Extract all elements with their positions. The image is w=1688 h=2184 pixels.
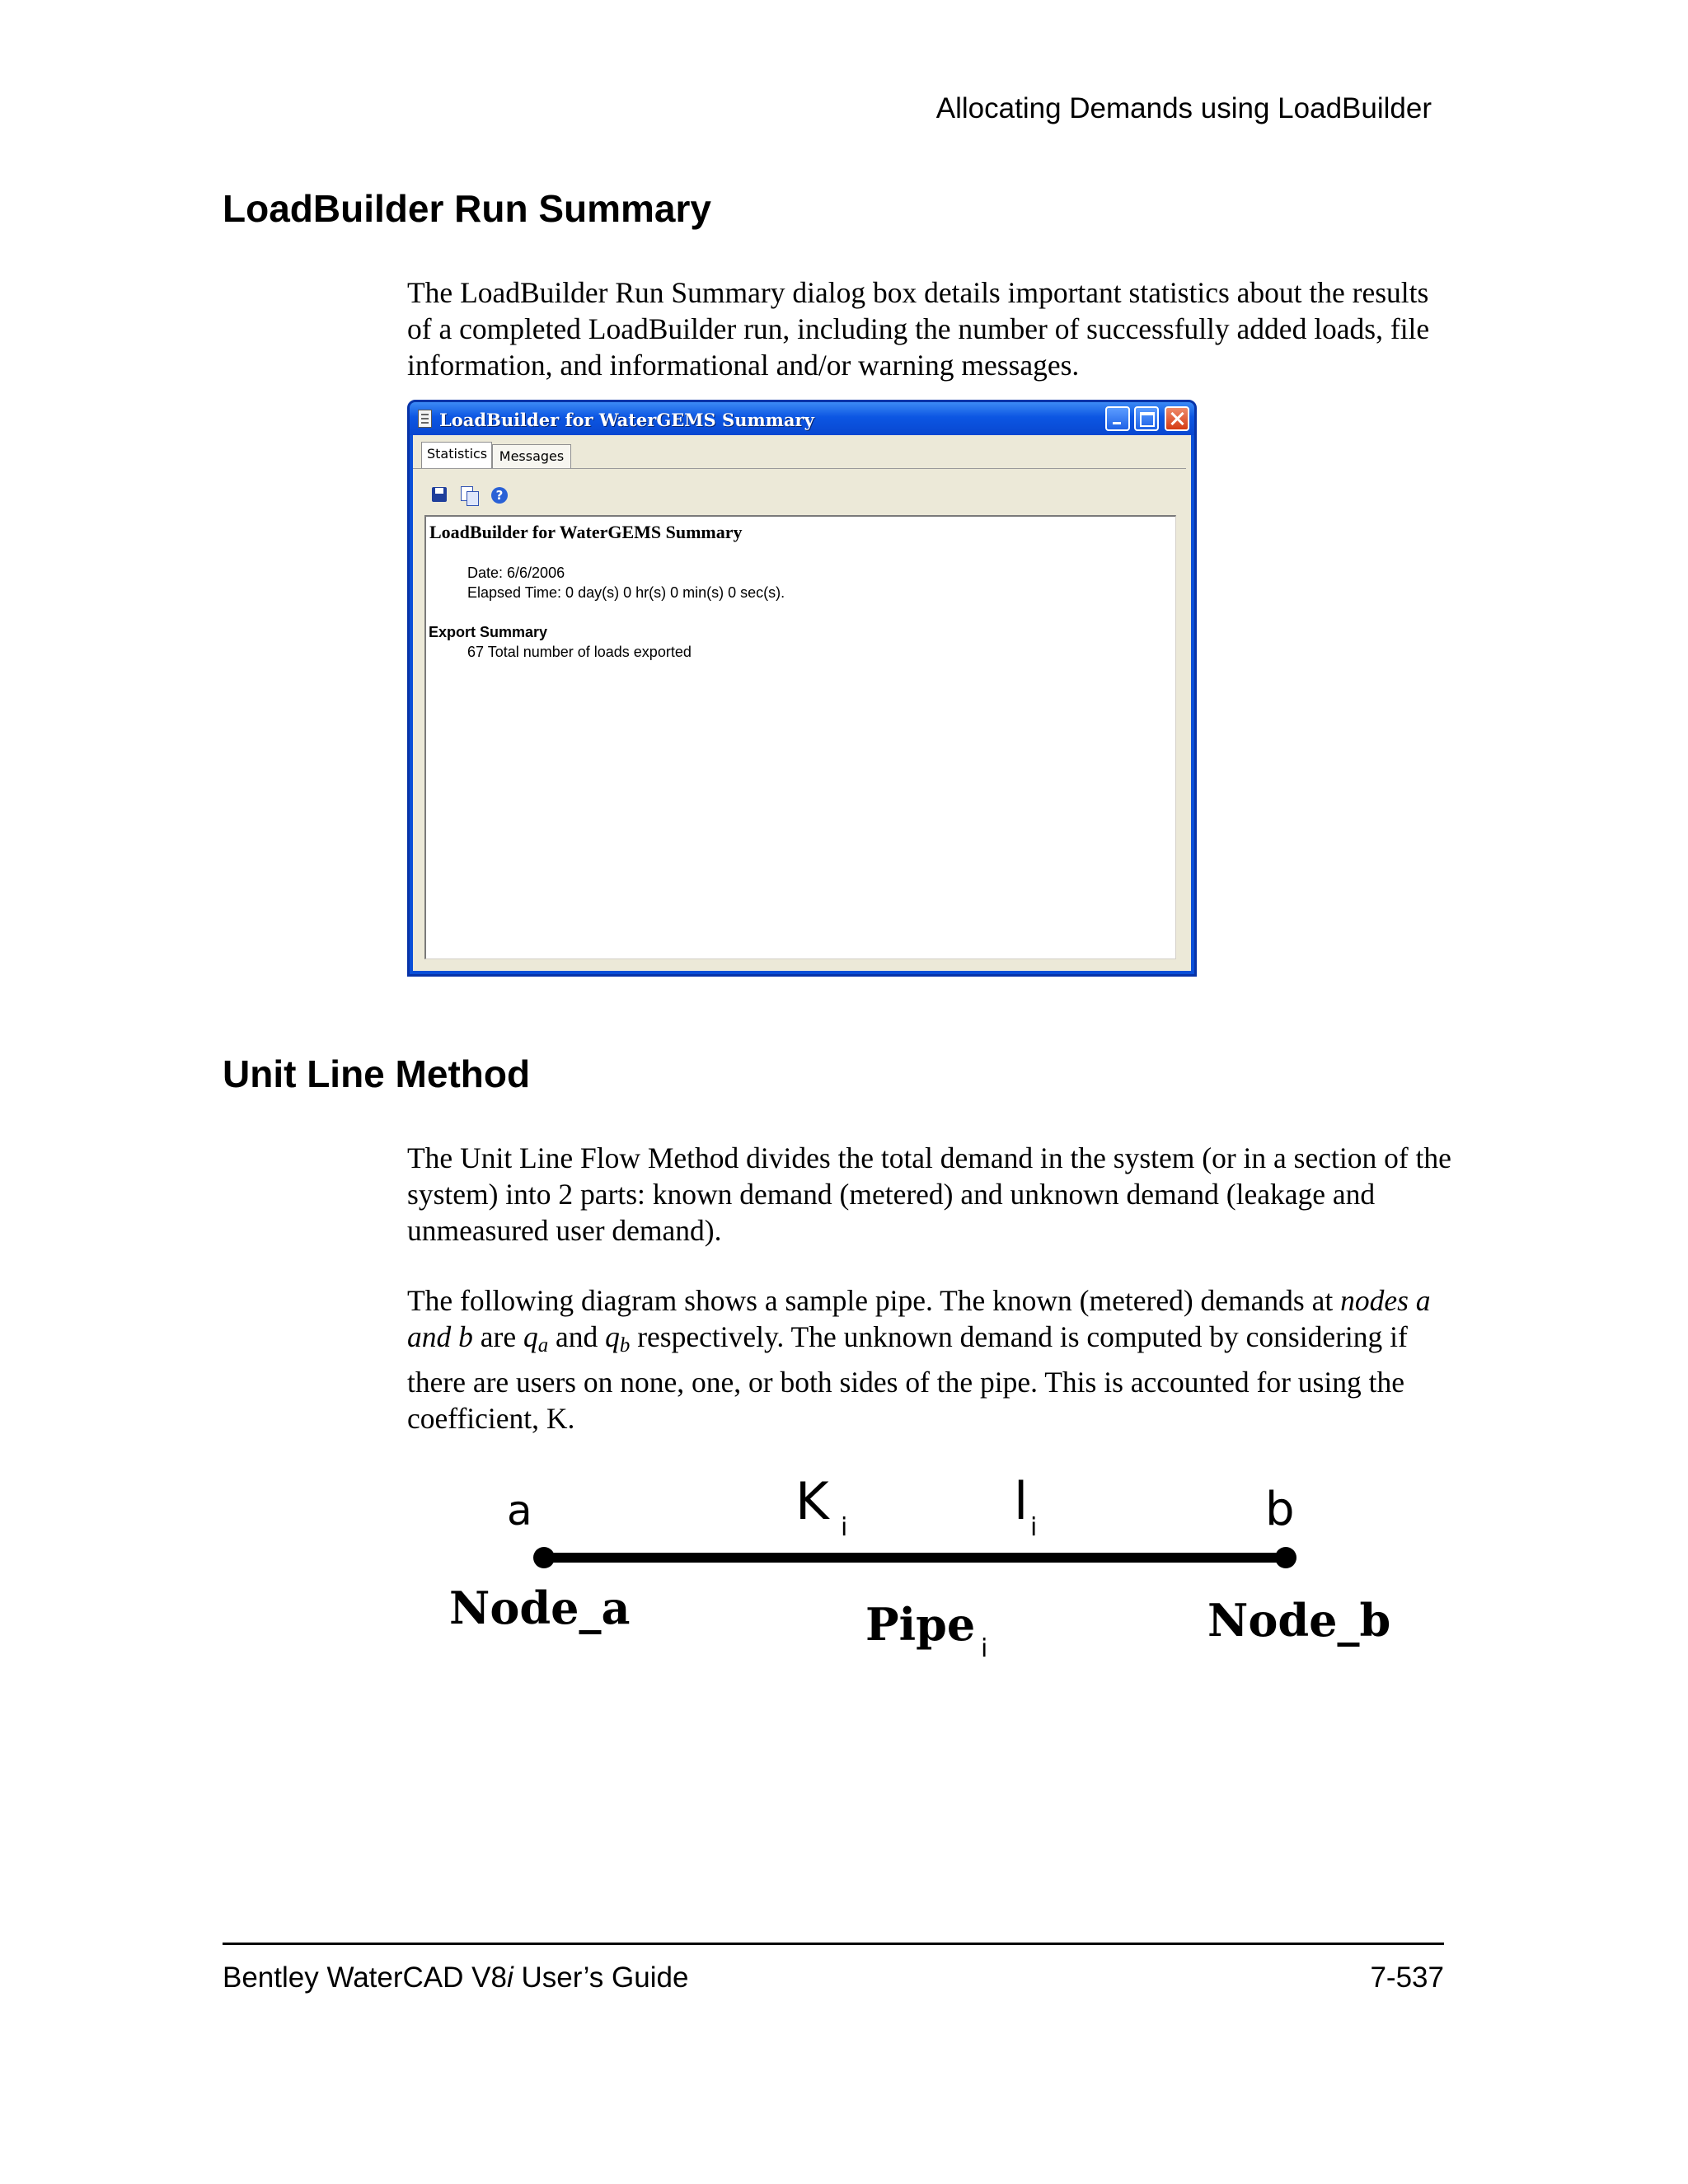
footer-rule bbox=[223, 1943, 1444, 1945]
report-heading: LoadBuilder for WaterGEMS Summary bbox=[429, 522, 743, 542]
footer-guide-title: Bentley WaterCAD V8i User’s Guide bbox=[223, 1961, 689, 1994]
close-button[interactable] bbox=[1165, 406, 1189, 431]
tab-divider bbox=[413, 468, 1186, 469]
footer-page-number: 7-537 bbox=[1370, 1961, 1444, 1994]
pipe-label: Pipe bbox=[865, 1598, 976, 1651]
report-elapsed-time: Elapsed Time: 0 day(s) 0 hr(s) 0 min(s) 0 sec(s). bbox=[467, 584, 785, 601]
label-l: l bbox=[1014, 1471, 1029, 1531]
dialog-client bbox=[413, 435, 1191, 971]
label-k-sub: i bbox=[841, 1513, 848, 1542]
unit-line-paragraph-2: The following diagram shows a sample pipe. The known (metered) demands at nodes a and b are $q_a$ and $q_b$ respectively. The unknown demand is computed by considering if there are users on none, one, or both sides of the pipe. This is accounted for using the coefficient, K. bbox=[407, 1284, 1431, 1435]
unit-line-paragraph-1: The Unit Line Flow Method divides the total demand in the system (or in a section of the system) into 2 parts: known demand (metered) and unknown demand (leakage and unmeasured user demand). bbox=[407, 1141, 1451, 1247]
dialog-title: LoadBuilder for WaterGEMS Summary bbox=[439, 410, 814, 430]
label-a: a bbox=[507, 1487, 532, 1535]
copy-icon[interactable] bbox=[459, 485, 481, 506]
maximize-button[interactable] bbox=[1134, 406, 1159, 431]
export-summary-heading: Export Summary bbox=[429, 624, 548, 640]
run-summary-paragraph: The LoadBuilder Run Summary dialog box details important statistics about the results of a completed LoadBuilder run, including the number of successfully added loads, file information, and informational and/or warning messages. bbox=[407, 276, 1430, 382]
save-icon[interactable] bbox=[429, 485, 451, 506]
section-title-unit-line: Unit Line Method bbox=[223, 1052, 531, 1095]
node-a-label: Node_a bbox=[449, 1582, 631, 1634]
report-date: Date: 6/6/2006 bbox=[467, 565, 565, 581]
help-icon[interactable] bbox=[489, 485, 510, 506]
tab-statistics[interactable]: Statistics bbox=[421, 442, 492, 469]
pipe-label-sub: i bbox=[981, 1634, 988, 1663]
q-a: q bbox=[523, 1320, 538, 1353]
node-a-dot bbox=[533, 1547, 555, 1568]
running-header: Allocating Demands using LoadBuilder bbox=[935, 92, 1432, 124]
node-b-label: Node_b bbox=[1207, 1594, 1391, 1647]
unit-line-diagram bbox=[429, 1463, 1418, 1677]
app-icon bbox=[418, 410, 432, 428]
export-summary-line: 67 Total number of loads exported bbox=[467, 644, 692, 660]
nodes-italic: nodes a and b bbox=[407, 1284, 1431, 1353]
label-k: K bbox=[795, 1471, 829, 1531]
tab-messages[interactable]: Messages bbox=[492, 444, 571, 469]
minimize-button[interactable] bbox=[1105, 406, 1130, 431]
label-l-sub: i bbox=[1030, 1513, 1038, 1542]
dialog-titlebar[interactable] bbox=[410, 402, 1194, 435]
section-title-run-summary: LoadBuilder Run Summary bbox=[223, 187, 711, 230]
label-b: b bbox=[1265, 1483, 1295, 1536]
q-b: q bbox=[605, 1320, 620, 1353]
report-view[interactable] bbox=[424, 515, 1176, 959]
loadbuilder-summary-dialog bbox=[407, 400, 1197, 977]
node-b-dot bbox=[1275, 1547, 1296, 1568]
